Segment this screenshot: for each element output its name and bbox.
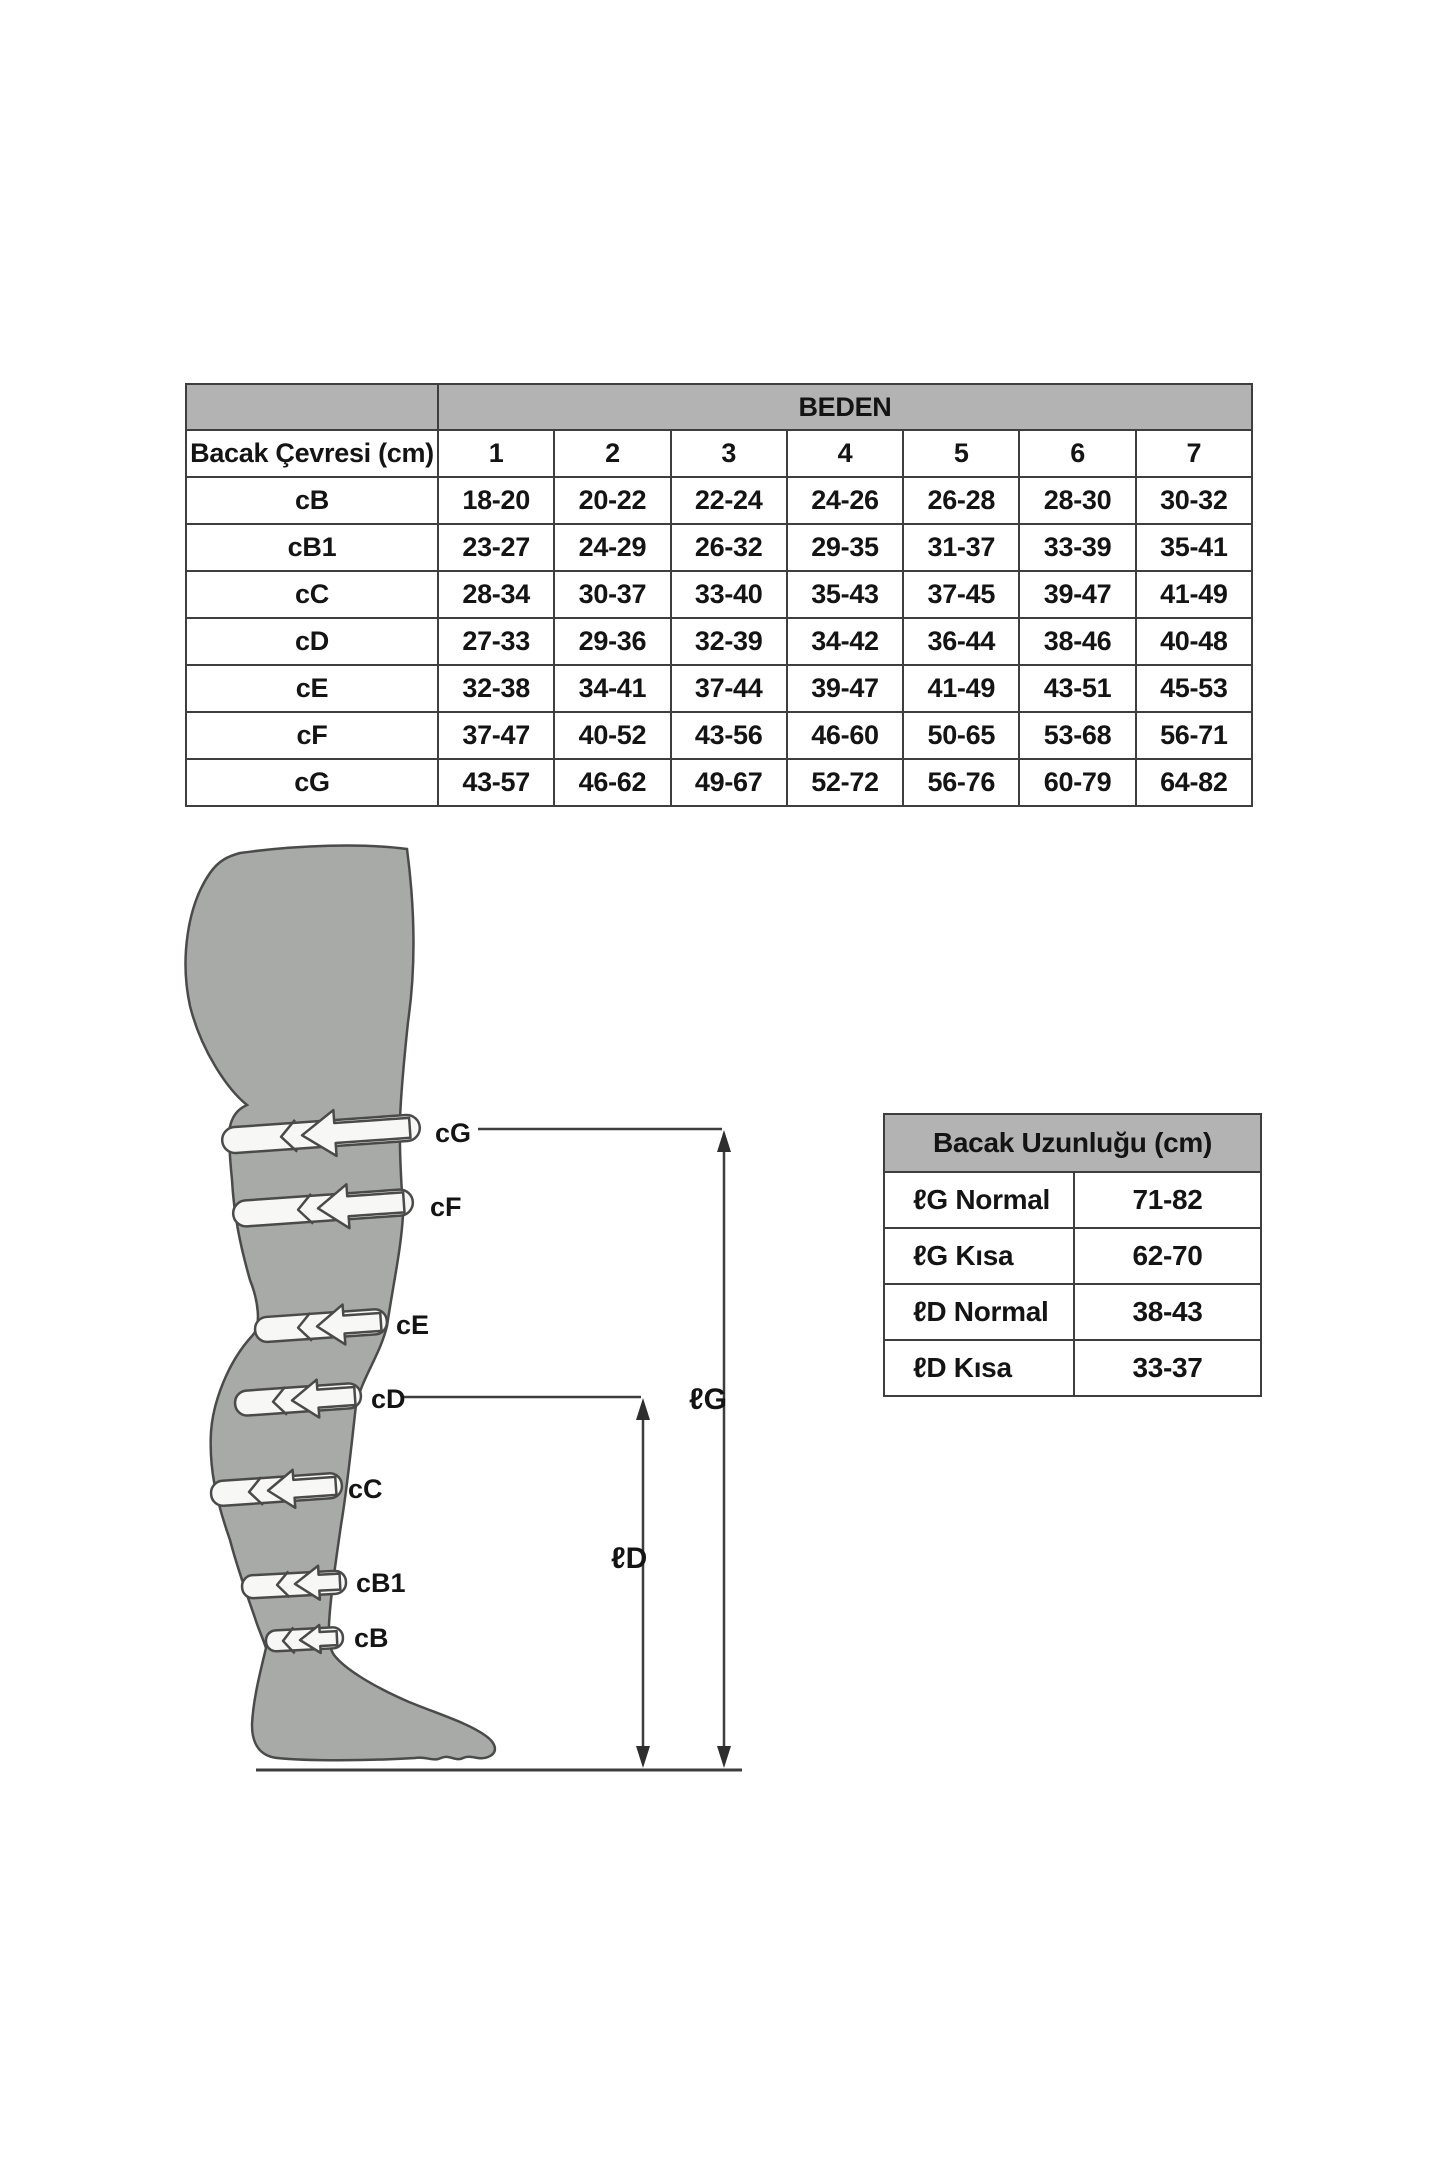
circumference-cell: 28-34 (438, 571, 554, 618)
circumference-cell: 39-47 (1019, 571, 1135, 618)
arrowhead-up-icon (717, 1130, 731, 1152)
leg-silhouette (186, 846, 495, 1761)
band-label-cC: cC (348, 1474, 383, 1504)
circumference-cell: 32-38 (438, 665, 554, 712)
row-label: cC (186, 571, 438, 618)
arrowhead-down-icon (636, 1746, 650, 1768)
table-row (186, 759, 1252, 806)
circumference-cell: 20-22 (554, 477, 670, 524)
length-cell: 33-37 (1074, 1340, 1261, 1396)
circumference-cell: 49-67 (671, 759, 787, 806)
row-label: cE (186, 665, 438, 712)
row-label: cB (186, 477, 438, 524)
circumference-cell: 34-41 (554, 665, 670, 712)
table-row (884, 1172, 1261, 1228)
leg-length-table-header: Bacak Uzunluğu (cm) (884, 1114, 1261, 1172)
length-cell: 38-43 (1074, 1284, 1261, 1340)
leg-length-header-row (884, 1114, 1261, 1172)
row-label: ℓD Normal (884, 1284, 1074, 1340)
size-column-header: 4 (787, 430, 903, 477)
circumference-cell: 56-71 (1136, 712, 1252, 759)
arrowhead-up-icon (636, 1398, 650, 1420)
row-label: cB1 (186, 524, 438, 571)
row-label: ℓG Kısa (884, 1228, 1074, 1284)
leg-length-table (883, 1113, 1262, 1397)
circumference-cell: 37-47 (438, 712, 554, 759)
table-row (186, 571, 1252, 618)
circumference-cell: 38-46 (1019, 618, 1135, 665)
circumference-cell: 40-52 (554, 712, 670, 759)
size-column-header: 5 (903, 430, 1019, 477)
table-row (884, 1284, 1261, 1340)
length-cell: 71-82 (1074, 1172, 1261, 1228)
band-label-cB: cB (354, 1623, 389, 1653)
table-row (884, 1340, 1261, 1396)
circumference-cell: 53-68 (1019, 712, 1135, 759)
circumference-cell: 32-39 (671, 618, 787, 665)
table-row (186, 477, 1252, 524)
size-table-group-header-row (186, 384, 1252, 430)
arrowhead-down-icon (717, 1746, 731, 1768)
dimension-line-lg (717, 1130, 731, 1768)
size-column-header: 3 (671, 430, 787, 477)
circumference-cell: 50-65 (903, 712, 1019, 759)
table-row (186, 712, 1252, 759)
table-row (186, 524, 1252, 571)
circumference-cell: 26-32 (671, 524, 787, 571)
row-label: cG (186, 759, 438, 806)
circumference-cell: 18-20 (438, 477, 554, 524)
circumference-cell: 37-44 (671, 665, 787, 712)
circumference-cell: 24-29 (554, 524, 670, 571)
circumference-cell: 46-60 (787, 712, 903, 759)
circumference-cell: 43-56 (671, 712, 787, 759)
length-label-ld: ℓD (611, 1542, 648, 1575)
row-label: cF (186, 712, 438, 759)
circumference-cell: 45-53 (1136, 665, 1252, 712)
size-table (185, 383, 1253, 807)
circumference-cell: 31-37 (903, 524, 1019, 571)
length-label-lg: ℓG (689, 1383, 727, 1416)
circumference-cell: 30-32 (1136, 477, 1252, 524)
size-column-header: 7 (1136, 430, 1252, 477)
circumference-cell: 35-43 (787, 571, 903, 618)
circumference-cell: 36-44 (903, 618, 1019, 665)
size-table-row-header: Bacak Çevresi (cm) (186, 430, 438, 477)
circumference-cell: 43-57 (438, 759, 554, 806)
band-label-cB1: cB1 (356, 1568, 406, 1598)
size-column-header: 6 (1019, 430, 1135, 477)
circumference-cell: 37-45 (903, 571, 1019, 618)
length-cell: 62-70 (1074, 1228, 1261, 1284)
circumference-cell: 60-79 (1019, 759, 1135, 806)
size-column-header: 1 (438, 430, 554, 477)
band-label-cF: cF (430, 1192, 462, 1222)
circumference-cell: 40-48 (1136, 618, 1252, 665)
size-table-columns-header-row (186, 430, 1252, 477)
size-table-beden-header: BEDEN (438, 384, 1252, 430)
circumference-cell: 28-30 (1019, 477, 1135, 524)
size-table-corner-cell (186, 384, 438, 430)
circumference-cell: 43-51 (1019, 665, 1135, 712)
size-table-body (186, 477, 1252, 806)
circumference-cell: 26-28 (903, 477, 1019, 524)
band-label-cD: cD (371, 1384, 406, 1414)
circumference-cell: 52-72 (787, 759, 903, 806)
table-row (186, 665, 1252, 712)
circumference-cell: 39-47 (787, 665, 903, 712)
band-label-cG: cG (435, 1118, 472, 1148)
size-column-header: 2 (554, 430, 670, 477)
circumference-cell: 56-76 (903, 759, 1019, 806)
leg-length-table-body (884, 1172, 1261, 1396)
band-label-cE: cE (396, 1310, 430, 1340)
dimension-line-ld (636, 1398, 650, 1768)
row-label: cD (186, 618, 438, 665)
circumference-cell: 22-24 (671, 477, 787, 524)
circumference-cell: 27-33 (438, 618, 554, 665)
circumference-cell: 24-26 (787, 477, 903, 524)
leg-measurement-diagram (150, 830, 790, 1790)
circumference-cell: 29-35 (787, 524, 903, 571)
circumference-cell: 34-42 (787, 618, 903, 665)
table-row (884, 1228, 1261, 1284)
circumference-cell: 64-82 (1136, 759, 1252, 806)
circumference-cell: 29-36 (554, 618, 670, 665)
row-label: ℓD Kısa (884, 1340, 1074, 1396)
circumference-cell: 46-62 (554, 759, 670, 806)
circumference-cell: 30-37 (554, 571, 670, 618)
circumference-cell: 41-49 (903, 665, 1019, 712)
circumference-cell: 33-39 (1019, 524, 1135, 571)
circumference-cell: 33-40 (671, 571, 787, 618)
circumference-cell: 35-41 (1136, 524, 1252, 571)
table-row (186, 618, 1252, 665)
circumference-cell: 41-49 (1136, 571, 1252, 618)
row-label: ℓG Normal (884, 1172, 1074, 1228)
circumference-cell: 23-27 (438, 524, 554, 571)
